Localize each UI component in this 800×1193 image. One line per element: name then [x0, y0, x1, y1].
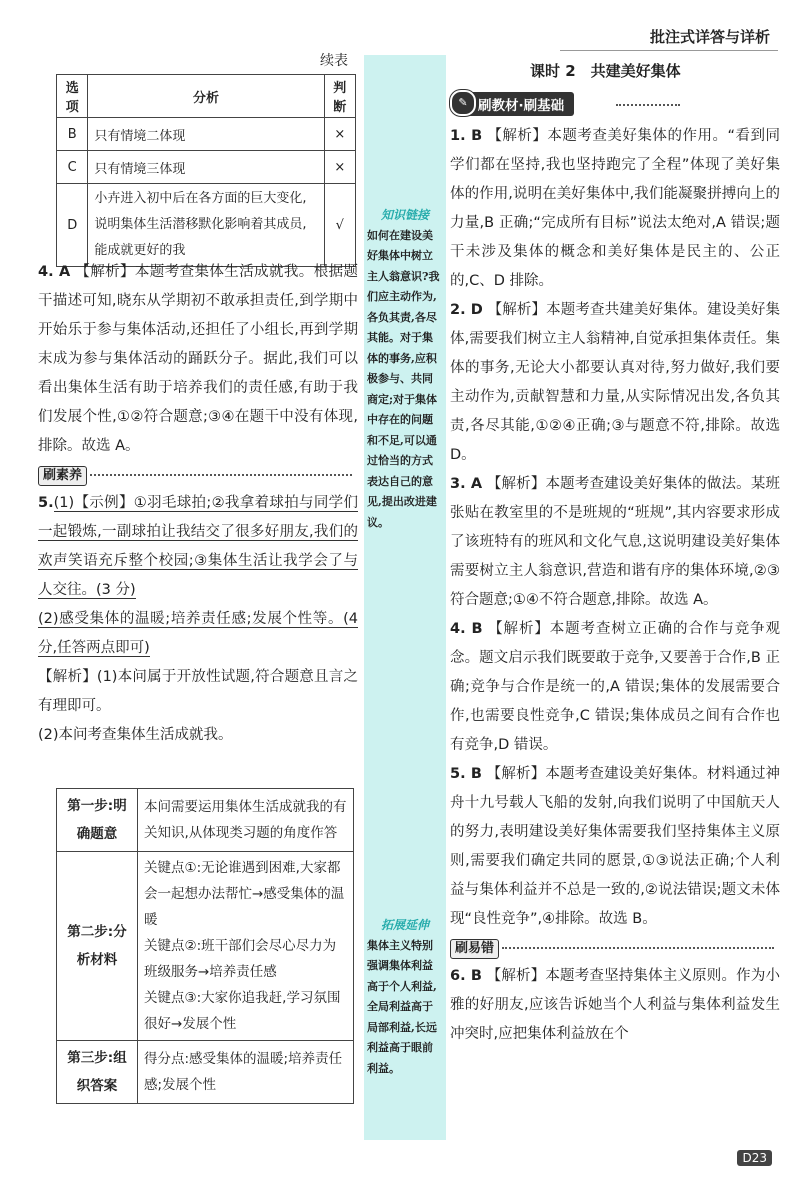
question-text: 【解析】本题考查美好集体的作用。“看到同学们都在坚持,我也坚持跑完了全程”体现了美好集体的作用,说明在美好集体中,我们能凝聚拼搏向上的力量,B 正确;“完成所有目标”说法太绝对,A 错误;题干未涉及集体的概念和美好集体是民主的、公正的,C、D 排除。	[450, 128, 781, 289]
question-number: 2. D	[450, 302, 483, 318]
option-cell: D	[57, 184, 88, 267]
answer-part-1: (1)【示例】①羽毛球拍;②我拿着球拍与同学们一起锻炼,一副球拍让我结交了很多好朋友,我们的欢声笑语充斥整个校园;③集体生活让我学会了与人交往。(3 分)	[38, 495, 358, 598]
page-number: D23	[737, 1150, 772, 1166]
question-4	[450, 615, 780, 760]
table-row	[57, 789, 354, 852]
table-row	[57, 852, 354, 1041]
analysis-table	[56, 74, 356, 267]
question-5	[38, 489, 358, 605]
steps-table	[56, 788, 354, 1104]
key-point: 关键点②:班干部们会尽心尽力为班级服务→培养责任感	[144, 938, 337, 980]
badge-label: 刷教材·刷基础	[478, 98, 565, 114]
step-body: 本问需要运用集体生活成就我的有关知识,从体现类习题的角度作答	[138, 789, 354, 852]
table-header: 判断	[324, 75, 355, 118]
note-text: 如何在建设美好集体中树立主人翁意识?我们应主动作为,各负其责,各尽其能。对于集体的事务,应积极参与、共同商定;对于集体中存在的问题和不足,可以通过恰当的方式表达自己的意见,提出改进建议。	[367, 228, 440, 529]
question-2	[450, 296, 780, 470]
question-4	[38, 258, 358, 461]
question-text: 【解析】本题考查树立正确的合作与竞争观念。题文启示我们既要敢于竞争,又要善于合作,B 正确;竞争与合作是统一的,A 错误;集体的发展需要合作,也需要良性竞争,C 错误;集体成员之间有合作也有竞争,D 错误。	[450, 621, 781, 753]
analysis-part-1: 【解析】(1)本问属于开放性试题,符合题意且言之有理即可。	[38, 669, 358, 714]
question-number: 6. B	[450, 968, 482, 984]
header-title: 批注式详答与详析	[649, 28, 770, 46]
question-number: 1. B	[450, 128, 483, 144]
section-divider	[38, 461, 358, 489]
section-label: 刷易错	[450, 939, 499, 959]
answer-part-2: (2)感受集体的温暖;培养责任感;发展个性等。(4 分,任答两点即可)	[38, 611, 358, 656]
step-heading: 第二步:分析材料	[57, 852, 138, 1041]
key-point: 关键点③:大家你追我赶,学习氛围很好→发展个性	[144, 990, 341, 1032]
header-rule	[560, 50, 778, 51]
question-5	[450, 760, 780, 934]
note-text: 集体主义特别强调集体利益高于个人利益,全局利益高于局部利益,长远利益高于眼前利益。	[367, 938, 437, 1075]
key-point: 关键点①:无论谁遇到困难,大家都会一起想办法帮忙→感受集体的温暖	[144, 860, 345, 928]
option-cell: C	[57, 151, 88, 184]
analysis-cell: 只有情境二体现	[88, 118, 324, 151]
option-cell: B	[57, 118, 88, 151]
judgment-cell: ×	[324, 151, 355, 184]
right-column	[450, 122, 780, 1049]
step-body	[138, 852, 354, 1041]
judgment-cell: √	[324, 184, 355, 267]
section-divider	[450, 934, 780, 962]
note-title: 知识链接	[380, 208, 429, 222]
note-title: 拓展延伸	[380, 918, 429, 932]
step-heading: 第一步:明确题意	[57, 789, 138, 852]
question-6	[450, 962, 780, 1049]
brush-icon: ✎	[450, 90, 476, 116]
judgment-cell: ×	[324, 118, 355, 151]
question-text: 【解析】本题考查建设美好集体的做法。某班张贴在教室里的不是班规的“班规”,其内容要求形成了该班特有的班风和文化气息,这说明建设美好集体需要树立主人翁意识,营造和谐有序的集体环境,②③符合题意;①④不符合题意,排除。故选 A。	[450, 476, 781, 608]
sidebar-notes	[364, 55, 446, 1140]
table-row	[57, 151, 356, 184]
analysis-part-2: (2)本问考查集体生活成就我。	[38, 727, 233, 743]
knowledge-link-note	[367, 205, 443, 533]
table-row	[57, 184, 356, 267]
question-text: 【解析】本题考查共建美好集体。建设美好集体,需要我们树立主人翁精神,自觉承担集体责任。集体的事务,无论大小都要认真对待,努力做好,我们要主动作为,贡献智慧和力量,从实际情况出发,各负其责,各尽其能,①②④正确;③与题意不符,排除。故选 D。	[450, 302, 781, 463]
step-body: 得分点:感受集体的温暖;培养责任感;发展个性	[138, 1041, 354, 1104]
continued-label: 续表	[320, 53, 348, 69]
question-number: 5.	[38, 495, 54, 511]
table-header: 分析	[88, 75, 324, 118]
question-text: 【解析】本题考查集体生活成就我。根据题干描述可知,晓东从学期初不敢承担责任,到学期中开始乐于参与集体活动,还担任了小组长,再到学期末成为参与集体活动的踊跃分子。据此,我们可以看出集体生活有助于培养我们的责任感,有助于我们发展个性,①②符合题意;③④在题干中没有体现,排除。故选 A。	[38, 264, 359, 454]
section-badge	[456, 92, 660, 116]
question-number: 5. B	[450, 766, 482, 782]
lesson-title: 课时 2 共建美好集体	[530, 62, 681, 80]
question-1	[450, 122, 780, 296]
question-text: 【解析】本题考查坚持集体主义原则。作为小雅的好朋友,应该告诉她当个人利益与集体利益发生冲突时,应把集体利益放在个	[450, 968, 781, 1042]
table-row	[57, 118, 356, 151]
analysis-cell: 小卉进入初中后在各方面的巨大变化,说明集体生活潜移默化影响着其成员,能成就更好的我	[88, 184, 324, 267]
analysis-cell: 只有情境三体现	[88, 151, 324, 184]
question-number: 3. A	[450, 476, 483, 492]
section-label: 刷素养	[38, 466, 87, 486]
question-number: 4. A	[38, 264, 71, 280]
extension-note	[367, 915, 443, 1079]
left-column	[38, 258, 358, 750]
table-header: 选项	[57, 75, 88, 118]
answer-part-2-block	[38, 605, 358, 663]
table-row	[57, 1041, 354, 1104]
question-text: 【解析】本题考查建设美好集体。材料通过神舟十九号载人飞船的发射,向我们说明了中国航天人的努力,表明建设美好集体需要我们坚持集体主义原则,需要我们确定共同的愿景,①③说法正确;个人利益与集体利益并不总是一致的,②说法错误;题文未体现“良性竞争”,④排除。故选 B。	[450, 766, 781, 927]
question-3	[450, 470, 780, 615]
question-number: 4. B	[450, 621, 483, 637]
step-heading: 第三步:组织答案	[57, 1041, 138, 1104]
